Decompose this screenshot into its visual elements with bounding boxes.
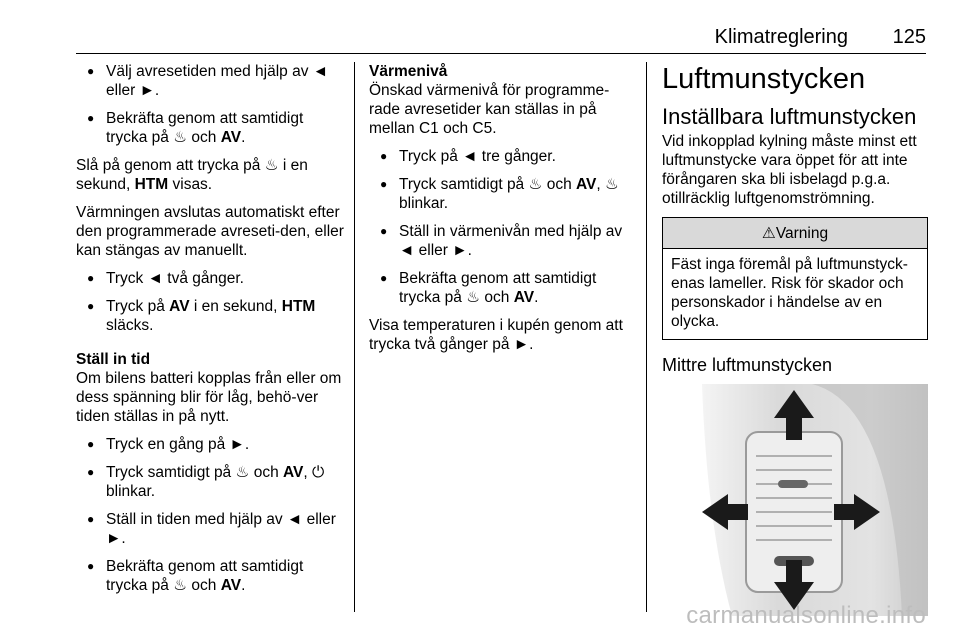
list-item-text: och [480, 289, 514, 306]
heater-icon: ♨ [466, 289, 481, 306]
header-rule [76, 53, 926, 54]
list-item-text: . [534, 289, 539, 306]
htm-label: HTM [281, 298, 316, 315]
list-item-text: Tryck på [106, 298, 170, 315]
paragraph [76, 156, 346, 194]
list-item-text: släcks. [106, 317, 154, 334]
bullet-list [76, 435, 346, 595]
section-heading: Luftmunstycken [662, 63, 866, 95]
list-item-text: Tryck på ◄ tre gånger. [399, 148, 556, 165]
heater-icon: ♨ [173, 577, 188, 594]
htm-label: HTM [134, 176, 169, 193]
av-label: AV [220, 577, 242, 594]
bullet-list [369, 147, 637, 307]
subheading: Värmenivå [369, 63, 448, 80]
bullet-list [76, 62, 346, 147]
warning-icon: ⚠ [761, 225, 776, 242]
bullet-list [76, 269, 346, 335]
list-item [369, 147, 637, 166]
paragraph-text: visas. [168, 176, 213, 193]
list-item [76, 463, 346, 501]
paragraph-text: i en sekund, [76, 157, 308, 193]
av-label: AV [513, 289, 535, 306]
list-item-text: i en sekund, [189, 298, 282, 315]
list-item-text: och [187, 129, 221, 146]
page-header [76, 24, 926, 54]
list-item-text: och [249, 464, 284, 481]
paragraph: Vid inkopplad kylning måste minst ett luftmunstycke vara öppet för att inte förångaren ska bli isbelagd p.g.a. otillräcklig luftgenomströmning. [662, 133, 917, 207]
column-divider [646, 62, 647, 612]
column-right [662, 62, 928, 616]
page-number: 125 [892, 26, 926, 48]
list-item-text: Ställ in tiden med hjälp av ◄ eller ►. [106, 511, 336, 547]
warning-title: Varning [775, 225, 829, 242]
list-item-text: Bekräfta genom att samtidigt trycka på [106, 110, 304, 146]
list-item [76, 62, 346, 100]
list-item-text: och [542, 176, 577, 193]
av-label: AV [283, 464, 304, 481]
list-item [369, 269, 637, 307]
warning-box [662, 217, 928, 340]
list-item-text: , [303, 464, 313, 481]
list-item-text: Tryck samtidigt på [106, 464, 236, 481]
paragraph: Önskad värmenivå för programme‐rade avresetider kan ställas in på mellan C1 och C5. [369, 82, 610, 137]
list-item-text: Bekräfta genom att samtidigt trycka på [399, 270, 597, 306]
heater-icon: ♨ [235, 464, 250, 481]
heater-icon: ♨ [173, 129, 188, 146]
air-vent-illustration [662, 384, 928, 616]
list-item-text: Tryck samtidigt på [399, 176, 529, 193]
list-item-text: , [596, 176, 606, 193]
column-middle [369, 62, 637, 363]
paragraph: Om bilens batteri kopplas från eller om dess spänning blir för låg, behö‐ver tiden ställas in på nytt. [76, 370, 342, 425]
list-item-text: och [187, 577, 221, 594]
section-title: Klimatreglering [714, 26, 848, 48]
subsection-heading: Inställbara luftmunstycken [662, 104, 917, 129]
subsection-heading: Mittre luftmunstycken [662, 355, 833, 375]
warning-text: Fäst inga föremål på luftmunstyck‐enas lameller. Risk för skador och personskador i händelse av en olycka. [671, 256, 908, 330]
list-item-text: Tryck en gång på ►. [106, 436, 250, 453]
list-item [76, 109, 346, 147]
air-vent-image [662, 384, 928, 616]
paragraph: Visa temperaturen i kupén genom att trycka två gånger på ►. [369, 317, 623, 353]
heater-icon: ♨ [264, 157, 279, 174]
list-item-text: Välj avresetiden med hjälp av ◄ eller ►. [106, 63, 329, 99]
list-item [76, 557, 346, 595]
column-left [76, 62, 346, 604]
list-item-text: Ställ in värmenivån med hjälp av ◄ eller ►. [399, 223, 623, 259]
clock-icon: ⏻ [312, 464, 325, 481]
column-divider [354, 62, 355, 612]
av-label: AV [220, 129, 242, 146]
list-item [369, 175, 637, 213]
list-item-text: Bekräfta genom att samtidigt trycka på [106, 558, 304, 594]
av-label: AV [576, 176, 597, 193]
list-item-text: Tryck ◄ två gånger. [106, 270, 244, 287]
paragraph: Värmningen avslutas automatiskt efter den programmerade avreseti‐den, eller kan stängas av manuellt. [76, 204, 344, 259]
heater-icon: ♨ [605, 176, 619, 193]
list-item-text: blinkar. [106, 483, 156, 500]
list-item [76, 269, 346, 288]
av-label: AV [169, 298, 190, 315]
list-item-text: . [241, 577, 246, 594]
warning-header [663, 218, 927, 249]
list-item-text: . [241, 129, 246, 146]
paragraph-text: Slå på genom att trycka på [76, 157, 265, 174]
list-item [76, 297, 346, 335]
vent-adjuster-tab [778, 480, 808, 488]
list-item-text: blinkar. [399, 195, 449, 212]
list-item [76, 435, 346, 454]
list-item [76, 510, 346, 548]
heater-icon: ♨ [528, 176, 543, 193]
subheading: Ställ in tid [76, 351, 151, 368]
list-item [369, 222, 637, 260]
watermark: carmanualsonline.info [686, 602, 926, 629]
